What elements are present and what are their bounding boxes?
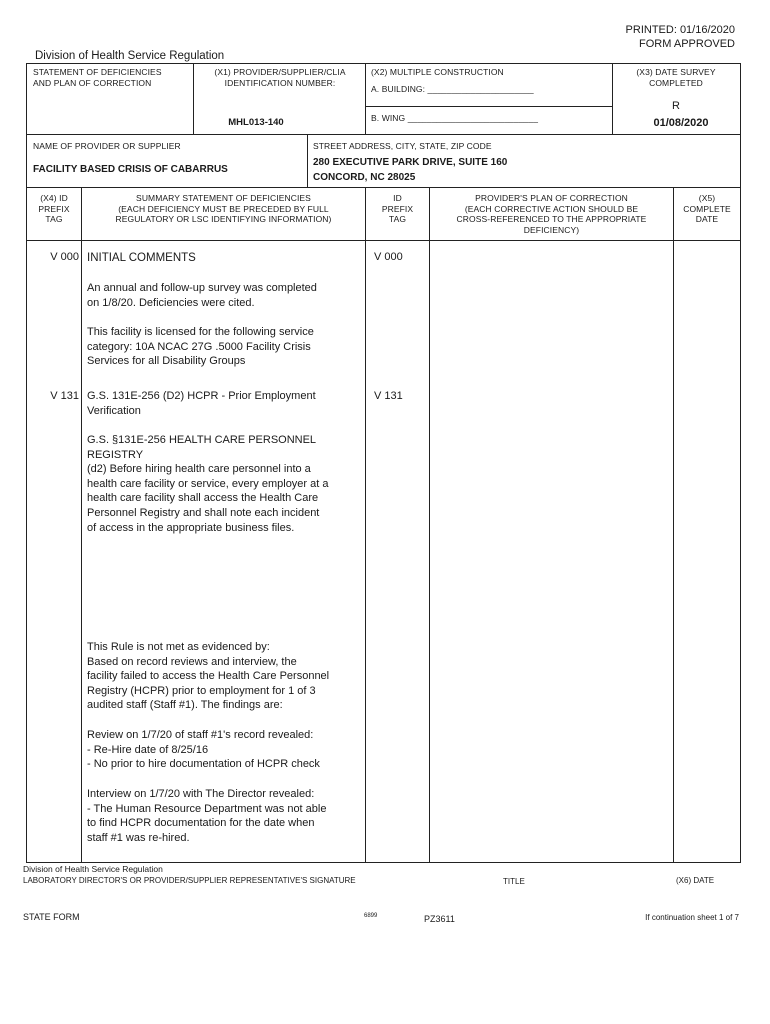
x3-label: (X3) DATE SURVEY COMPLETED	[636, 67, 716, 88]
title-label: TITLE	[503, 877, 525, 886]
provider-name: FACILITY BASED CRISIS OF CABARRUS	[33, 164, 228, 175]
x1-label: (X1) PROVIDER/SUPPLIER/CLIA IDENTIFICATION NUMBER:	[214, 67, 346, 88]
address-label: STREET ADDRESS, CITY, STATE, ZIP CODE	[313, 141, 492, 151]
printed-date: PRINTED: 01/16/2020	[625, 24, 735, 36]
tag-v131-right: V 131	[374, 390, 403, 402]
paragraph-text: This facility is licensed for the following service category: 10A NCAC 27G .5000 Facility Crisis Services for all Disability Groups	[87, 326, 314, 368]
footer-agency: Division of Health Service Regulation	[23, 864, 163, 874]
provider-name-label: NAME OF PROVIDER OR SUPPLIER	[33, 141, 181, 151]
tag-v000-right: V 000	[374, 251, 403, 263]
form-number: 6899	[364, 913, 378, 919]
form-code: PZ3611	[424, 914, 455, 924]
summary-header: SUMMARY STATEMENT OF DEFICIENCIES (EACH DEFICIENCY MUST BE PRECEDED BY FULL REGULATORY OR LSC IDENTIFYING INFORMATION)	[115, 193, 332, 224]
address-line1: 280 EXECUTIVE PARK DRIVE, SUITE 160	[313, 157, 508, 168]
plan-header: PROVIDER'S PLAN OF CORRECTION (EACH CORRECTIVE ACTION SHOULD BE CROSS-REFERENCED TO THE APPROPRIATE DEFICIENCY)	[456, 193, 647, 235]
initial-comments-heading: INITIAL COMMENTS	[87, 252, 196, 264]
paragraph-text: G.S. 131E-256 (D2) HCPR - Prior Employment Verification	[87, 390, 316, 417]
state-form-label: STATE FORM	[23, 912, 80, 922]
tag-v000: V 000	[50, 251, 79, 263]
paragraph-text: This Rule is not met as evidenced by: Based on record reviews and interview, the facility failed to access the Health Care Personnel Registry (HCPR) prior to employment for 1 of 3 audited staff (Staff #1). The findings are:	[87, 641, 330, 712]
paragraph-license	[87, 325, 362, 369]
agency-name: Division of Health Service Regulation	[35, 50, 225, 62]
wing-field: B. WING ___________________________	[371, 113, 539, 123]
v131-title	[87, 389, 362, 418]
paragraph-rule-not-met	[87, 640, 362, 713]
paragraph-text: G.S. §131E-256 HEALTH CARE PERSONNEL REGISTRY (d2) Before hiring health care personnel into a health care facility or service, every employer at a health care facility shall access the Health Care Personnel Registry and shall note each incident of access in the appropriate business files.	[87, 434, 329, 534]
tag-v131: V 131	[50, 390, 79, 402]
signature-label: LABORATORY DIRECTOR'S OR PROVIDER/SUPPLIER REPRESENTATIVE'S SIGNATURE	[23, 876, 356, 885]
x4-header: (X4) ID PREFIX TAG	[38, 193, 70, 224]
id-prefix-header: ID PREFIX TAG	[381, 193, 414, 224]
statement-label: STATEMENT OF DEFICIENCIES AND PLAN OF CORRECTION	[33, 67, 162, 88]
x2-label: (X2) MULTIPLE CONSTRUCTION	[371, 67, 504, 77]
x6-date-label: (X6) DATE	[676, 876, 715, 885]
continuation-sheet: If continuation sheet 1 of 7	[645, 913, 739, 922]
x5-header: (X5) COMPLETE DATE	[683, 193, 731, 224]
building-field: A. BUILDING: ______________________	[371, 84, 534, 94]
paragraph-text: Interview on 1/7/20 with The Director revealed: - The Human Resource Department was not able to find HCPR documentation for the date when staff #1 was re-hired.	[87, 788, 327, 844]
paragraph-review	[87, 728, 362, 772]
paragraph-interview	[87, 787, 362, 845]
survey-date: 01/08/2020	[653, 117, 709, 129]
address-line2: CONCORD, NC 28025	[313, 172, 416, 183]
paragraph-survey	[87, 281, 362, 310]
x3-code: R	[672, 100, 680, 112]
paragraph-text: Review on 1/7/20 of staff #1's record revealed: - Re-Hire date of 8/25/16 - No prior to hire documentation of HCPR check	[87, 729, 320, 771]
paragraph-text: An annual and follow-up survey was completed on 1/8/20. Deficiencies were cited.	[87, 282, 317, 309]
paragraph-registry	[87, 433, 362, 535]
provider-id: MHL013-140	[228, 117, 284, 128]
form-approved-label: FORM APPROVED	[639, 38, 735, 50]
